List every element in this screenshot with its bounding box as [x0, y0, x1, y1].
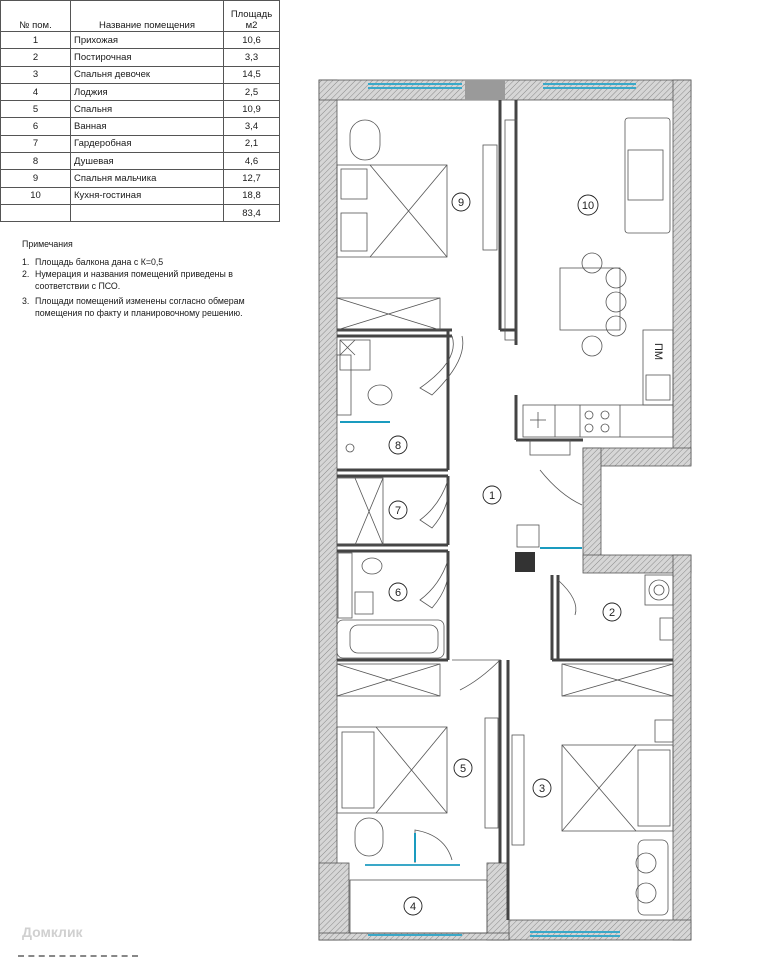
room-label-6: 6: [394, 587, 402, 599]
room-label-3: 3: [538, 783, 546, 795]
bed-room-9: [337, 120, 447, 330]
wardrobe-fixtures: [337, 478, 383, 545]
header-name: Название помещения: [71, 1, 224, 32]
room-label-4: 4: [409, 901, 417, 913]
table-row: 2 Постирочная 3,3: [1, 49, 280, 66]
living-furniture: [483, 118, 670, 356]
electric-panel-label: ПМ: [652, 343, 664, 361]
scale-bar: [18, 955, 138, 959]
table-row: 3 Спальня девочек 14,5: [1, 66, 280, 83]
total-area: 83,4: [224, 204, 280, 221]
header-area: Площадь м2: [224, 1, 280, 32]
room-label-1: 1: [488, 490, 496, 502]
note-item: 3. Площади помещений изменены согласно обмерам помещения по факту и планировочному решению.: [22, 296, 245, 318]
room-label-2: 2: [608, 607, 616, 619]
notes-title: Примечания: [22, 239, 73, 249]
table-row: 7 Гардеробная 2,1: [1, 135, 280, 152]
header-num: № пом.: [1, 1, 71, 32]
room-label-10: 10: [581, 200, 595, 212]
note-item: 1. Площадь балкона дана с К=0,5: [22, 257, 164, 267]
note-item: 2. Нумерация и названия помещений приведены в соответствии с ПСО.: [22, 269, 233, 291]
table-row: 1 Прихожая 10,6: [1, 32, 280, 49]
table-row: 9 Спальня мальчика 12,7: [1, 170, 280, 187]
table-row: 8 Душевая 4,6: [1, 153, 280, 170]
room-label-8: 8: [394, 440, 402, 452]
kitchen-counter: [523, 330, 673, 437]
bed-room-5: [337, 664, 498, 863]
shower-fixtures: [337, 340, 392, 452]
riser-block: [515, 552, 535, 572]
table-row: 5 Спальня 10,9: [1, 101, 280, 118]
room-label-5: 5: [459, 763, 467, 775]
watermark: Домклик: [22, 924, 83, 940]
room-label-9: 9: [457, 197, 465, 209]
room-label-7: 7: [394, 505, 402, 517]
table-row: 10 Кухня-гостиная 18,8: [1, 187, 280, 204]
table-row: 6 Ванная 3,4: [1, 118, 280, 135]
table-row: 4 Лоджия 2,5: [1, 83, 280, 100]
wall-column: [465, 80, 505, 100]
